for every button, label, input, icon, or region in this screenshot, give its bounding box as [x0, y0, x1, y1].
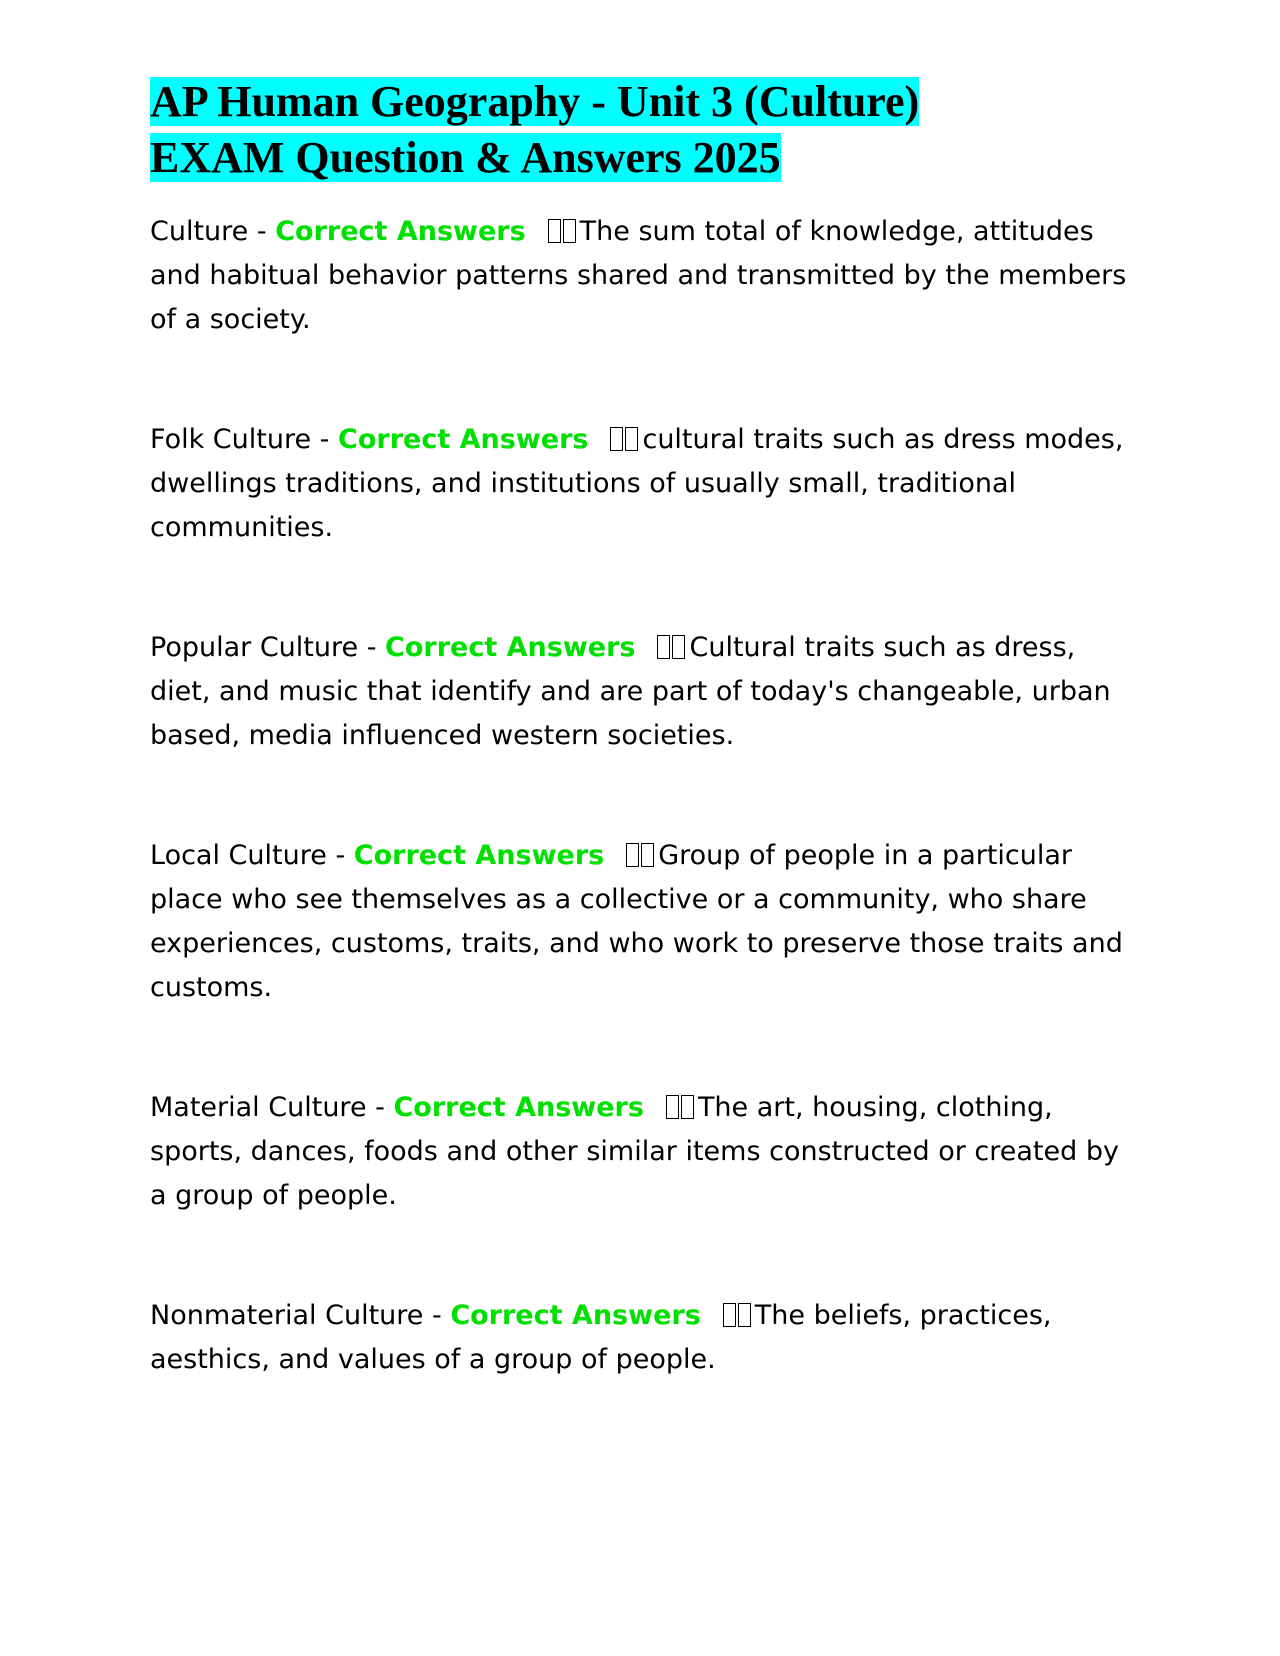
term: Culture	[150, 216, 249, 247]
term: Popular Culture	[150, 632, 359, 663]
missing-glyph-icon	[723, 1294, 753, 1338]
definition: The beliefs, practices, aesthics, and values of a group of people.	[150, 1300, 1052, 1375]
title-line-1: AP Human Geography - Unit 3 (Culture)	[150, 77, 920, 126]
document-page	[150, 74, 1130, 1382]
qa-entry-folk-culture	[150, 418, 1130, 550]
qa-entry-popular-culture	[150, 626, 1130, 758]
separator: -	[311, 424, 339, 455]
missing-glyph-icon	[548, 210, 578, 254]
definition: Group of people in a particular place who see themselves as a collective or a community, who share experiences, customs, traits, and who work to preserve those traits and customs.	[150, 840, 1123, 1003]
separator: -	[326, 840, 354, 871]
document-title	[150, 74, 1130, 186]
term: Material Culture	[150, 1092, 367, 1123]
separator: -	[423, 1300, 451, 1331]
missing-glyph-icon	[666, 1086, 696, 1130]
definition: The art, housing, clothing, sports, dances, foods and other similar items constructed or created by a group of people.	[150, 1092, 1119, 1211]
correct-answers-label: Correct Answers	[450, 1300, 701, 1331]
qa-entry-material-culture	[150, 1086, 1130, 1218]
correct-answers-label: Correct Answers	[385, 632, 636, 663]
definition: cultural traits such as dress modes, dwellings traditions, and institutions of usually small, traditional communities.	[150, 424, 1124, 543]
correct-answers-label: Correct Answers	[338, 424, 589, 455]
correct-answers-label: Correct Answers	[275, 216, 526, 247]
definition: Cultural traits such as dress, diet, and music that identify and are part of today's changeable, urban based, media influenced western societies.	[150, 632, 1111, 751]
correct-answers-label: Correct Answers	[353, 840, 605, 871]
term: Nonmaterial Culture	[150, 1300, 424, 1331]
separator: -	[248, 216, 276, 247]
term: Folk Culture	[150, 424, 312, 455]
term: Local Culture	[150, 840, 327, 871]
missing-glyph-icon	[626, 834, 656, 878]
qa-list	[150, 210, 1130, 1382]
missing-glyph-icon	[657, 626, 687, 670]
qa-entry-culture	[150, 210, 1130, 342]
qa-entry-local-culture	[150, 834, 1130, 1010]
qa-entry-nonmaterial-culture	[150, 1294, 1130, 1382]
title-line-2: EXAM Question & Answers 2025	[150, 133, 781, 182]
separator: -	[366, 1092, 394, 1123]
missing-glyph-icon	[610, 418, 640, 462]
correct-answers-label: Correct Answers	[393, 1092, 644, 1123]
definition: The sum total of knowledge, attitudes and habitual behavior patterns shared and transmitted by the members of a society.	[150, 216, 1127, 335]
separator: -	[358, 632, 386, 663]
